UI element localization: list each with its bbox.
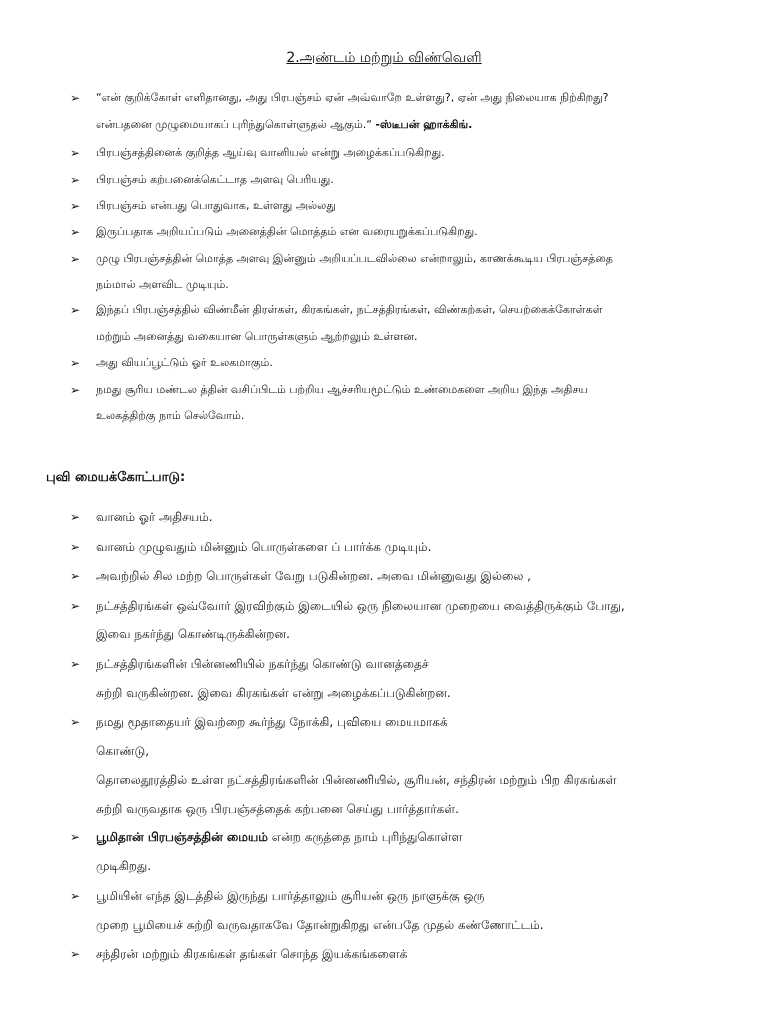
page-title: 2.அண்டம் மற்றும் விண்வெளி bbox=[286, 50, 482, 66]
list-item-text bbox=[96, 828, 730, 846]
list-item-continuation: கொண்டு, bbox=[96, 744, 150, 758]
bullet-arrow-icon: ➢ bbox=[70, 569, 81, 583]
list-item-continuation: உலகத்திற்கு நாம் செல்வோம். bbox=[96, 409, 245, 422]
bullet-arrow-icon: ➢ bbox=[70, 657, 81, 671]
bullet-arrow-icon: ➢ bbox=[70, 715, 81, 729]
bullet-arrow-icon: ➢ bbox=[70, 199, 81, 213]
list-item-text: இந்தப் பிரபஞ்சத்தில் விண்மீன் திரள்கள், கிரகங்கள், நட்சத்திரங்கள், விண்கற்கள், செயற்கைக்கோள்கள் bbox=[96, 303, 603, 316]
section-heading: புவி மையக்கோட்பாடு: bbox=[46, 470, 186, 485]
list-item-continuation: சுற்றி வருவதாக ஒரு பிரபஞ்சத்தைக் கற்பனை செய்து பார்த்தார்கள். bbox=[96, 802, 459, 816]
list-item-continuation: இவை நகர்ந்து கொண்டிருக்கின்றன. bbox=[96, 627, 290, 641]
list-item-continuation: முறை பூமியைச் சுற்றி வருவதாகவே தோன்றுகிறது என்பதே முதல் கண்ணோட்டம். bbox=[96, 918, 544, 932]
bullet-arrow-icon: ➢ bbox=[70, 383, 81, 397]
bullet-arrow-icon: ➢ bbox=[70, 830, 81, 844]
list-item-text: பூமியின் எந்த இடத்தில் இருந்து பார்த்தாலும் சூரியன் ஒரு நாளுக்கு ஒரு bbox=[96, 889, 485, 903]
list-item-text: வானம் ஓர் அதிசயம். bbox=[96, 510, 213, 524]
list-item-text: வானம் முழுவதும் மின்னும் பொருள்களை ப் பார்க்க முடியும். bbox=[96, 540, 432, 554]
list-item-text: சந்திரன் மற்றும் கிரகங்கள் தங்கள் சொந்த இயக்கங்களைக் bbox=[96, 947, 408, 961]
bullet-arrow-icon: ➢ bbox=[70, 91, 81, 105]
list-item-continuation: தொலைதூரத்தில் உள்ள நட்சத்திரங்களின் பின்னணியில், சூரியன், சந்திரன் மற்றும் பிற கிரகங்கள் bbox=[96, 773, 617, 787]
bullet-arrow-icon: ➢ bbox=[70, 303, 81, 317]
list-item-text: நமது மூதாதையர் இவற்றை கூர்ந்து நோக்கி, புவியை மையமாகக் bbox=[96, 715, 448, 729]
bullet-arrow-icon: ➢ bbox=[70, 947, 81, 961]
list-item-continuation: சுற்றி வருகின்றன. இவை கிரகங்கள் என்று அழைக்கப்படுகின்றன. bbox=[96, 686, 451, 700]
list-item-text: நமது சூரிய மண்டல த்தின் வசிப்பிடம் பற்றிய ஆச்சரியமூட்டும் உண்மைகளை அறிய இந்த அதிசய bbox=[96, 383, 588, 396]
bullet-arrow-icon: ➢ bbox=[70, 173, 81, 187]
quote-author: -ஸ்டீபன் ஹாக்கிங். bbox=[375, 118, 473, 131]
list-item-text: பிரபஞ்சம் என்பது பொதுவாக, உள்ளது அல்லது bbox=[96, 199, 336, 212]
emphasized-phrase: பூமிதான் பிரபஞ்சத்தின் மையம் bbox=[96, 830, 268, 844]
bullet-arrow-icon: ➢ bbox=[70, 889, 81, 903]
bullet-arrow-icon: ➢ bbox=[70, 356, 81, 370]
bullet-arrow-icon: ➢ bbox=[70, 146, 81, 160]
bullet-arrow-icon: ➢ bbox=[70, 225, 81, 239]
bullet-arrow-icon: ➢ bbox=[70, 540, 81, 554]
quote-continuation: என்பதனை முழுமையாகப் புரிந்துகொள்ளுதல் ஆகும்.“ bbox=[96, 118, 376, 131]
list-item-text: அவற்றில் சில மற்ற பொருள்கள் வேறு படுகின்றன. அவை மின்னுவது இல்லை , bbox=[96, 569, 531, 583]
list-item-continuation: மற்றும் அனைத்து வகையான பொருள்களும் ஆற்றலும் உள்ளன. bbox=[96, 330, 418, 343]
list-item-continuation bbox=[96, 117, 736, 133]
list-item-text: “என் குறிக்கோள் எளிதானது, அது பிரபஞ்சம் ஏன் அவ்வாறே உள்ளது?, ஏன் அது நிலையாக நிற்கிறது? bbox=[96, 91, 609, 104]
list-item-text: நட்சத்திரங்களின் பின்னணியில் நகர்ந்து கொண்டு வானத்தைச் bbox=[96, 657, 429, 671]
bullet-arrow-icon: ➢ bbox=[70, 252, 81, 266]
list-item-continuation: முடிகிறது. bbox=[96, 859, 152, 873]
list-item-text: பிரபஞ்சம் கற்பனைக்கெட்டாத அளவு பெரியது. bbox=[96, 173, 334, 186]
list-item-text: இருப்பதாக அறியப்படும் அனைத்தின் மொத்தம் என வரையறுக்கப்படுகிறது. bbox=[96, 225, 478, 238]
bullet-arrow-icon: ➢ bbox=[70, 510, 81, 524]
list-item-text: பிரபஞ்சத்தினைக் குறித்த ஆய்வு வானியல் என்று அழைக்கப்படுகிறது. bbox=[96, 146, 445, 159]
list-item-text: முழு பிரபஞ்சத்தின் மொத்த அளவு இன்னும் அறியப்படவில்லை என்றாலும், காணக்கூடிய பிரபஞ்சத்தை bbox=[96, 252, 613, 265]
list-item-text: நட்சத்திரங்கள் ஒவ்வோர் இரவிற்கும் இடையில் ஒரு நிலையான முறையை வைத்திருக்கும் போது, bbox=[96, 599, 625, 613]
bullet-arrow-icon: ➢ bbox=[70, 599, 81, 613]
list-item-text-rest: என்ற கருத்தை நாம் புரிந்துகொள்ள bbox=[267, 830, 463, 844]
list-item-continuation: நம்மால் அளவிட முடியும். bbox=[96, 278, 229, 291]
list-item-text: அது வியப்பூட்டும் ஓர் உலகமாகும். bbox=[96, 356, 273, 369]
